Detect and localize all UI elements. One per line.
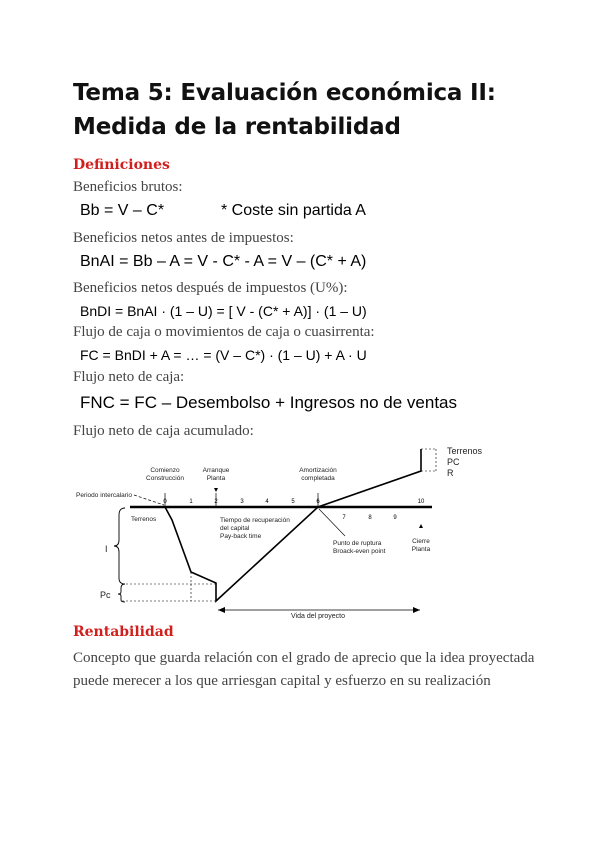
bb-label: Beneficios brutos: <box>73 179 183 195</box>
tick-labels <box>163 499 425 521</box>
bnai-equation: BnAI = Bb – A = V - C* - A = V – (C* + A) <box>80 253 367 270</box>
section-heading-rentabilidad: Rentabilidad <box>73 624 174 640</box>
i-brace <box>114 508 125 584</box>
bndi-equation: BnDI = BnAI · (1 – U) = [ V - (C* + A)] · (1 – U) <box>80 303 367 319</box>
tick-8: 8 <box>368 515 372 521</box>
arranque-label-2: Planta <box>206 475 226 482</box>
i-label: I <box>105 544 108 554</box>
terrenos-left-label: Terrenos <box>131 516 157 523</box>
bb-equation: Bb = V – C* <box>80 202 165 219</box>
tick-3: 3 <box>240 499 244 505</box>
cierre-label-2: Planta <box>411 546 431 553</box>
rentabilidad-paragraph: Concepto que guarda relación con el grado de aprecio que la idea proyectada puede merecer a los que arriesgan capital y esfuerzo en su realización <box>73 650 535 689</box>
periodo-intercalario-label: Periodo intercalario <box>76 492 133 499</box>
fc-label: Flujo de caja o movimientos de caja o cuasirrenta: <box>73 324 375 340</box>
fnc-label: Flujo neto de caja: <box>73 369 185 385</box>
ruptura-pointer <box>319 509 345 536</box>
title-line-1: Tema 5: Evaluación económica II: <box>73 80 496 106</box>
recuperacion-label-3: Pay-back time <box>220 533 262 540</box>
vida-arrow-left <box>218 607 225 613</box>
tick-1: 1 <box>189 499 193 505</box>
fnc-equation: FNC = FC – Desembolso + Ingresos no de ventas <box>80 393 458 412</box>
right-terrenos-label: Terrenos <box>447 446 483 456</box>
recuperacion-label-1: Tiempo de recuperación <box>220 517 290 524</box>
vida-label: Vida del proyecto <box>291 613 345 620</box>
cierre-label-1: Cierre <box>412 538 430 545</box>
amortizacion-label-1: Amortización <box>299 467 337 474</box>
comienzo-label-2: Construcción <box>146 475 184 482</box>
section-heading-definiciones: Definiciones <box>73 157 170 173</box>
bndi-label: Beneficios netos después de impuestos (U%): <box>73 280 348 296</box>
vida-arrow-right <box>413 607 420 613</box>
tick-5: 5 <box>291 499 295 505</box>
tick-9: 9 <box>393 515 397 521</box>
title-line-2: Medida de la rentabilidad <box>73 114 401 140</box>
pc-label: Pc <box>100 590 111 600</box>
fnca-label: Flujo neto de caja acumulado: <box>73 423 254 439</box>
fc-equation: FC = BnDI + A = … = (V – C*) · (1 – U) + A · U <box>80 347 367 363</box>
cash-flow-diagram <box>0 440 602 620</box>
right-pc-label: PC <box>447 457 460 467</box>
periodo-intercalario-dash <box>134 495 164 505</box>
ruptura-label-2: Broack-even point <box>333 548 386 555</box>
tick-10: 10 <box>417 499 425 505</box>
arranque-label-1: Arranque <box>202 467 230 474</box>
bnai-label: Beneficios netos antes de impuestos: <box>73 230 294 246</box>
arranque-arrow <box>214 488 218 492</box>
bb-note: * Coste sin partida A <box>221 202 366 219</box>
ruptura-label-1: Punto de ruptura <box>333 540 382 547</box>
pc-brace <box>118 584 125 602</box>
tick-7: 7 <box>342 515 346 521</box>
tick-4: 4 <box>265 499 269 505</box>
comienzo-label-1: Comienzo <box>150 467 180 474</box>
tick-6: 6 <box>316 499 320 505</box>
page-title <box>73 76 496 144</box>
right-r-label: R <box>447 468 454 478</box>
amortizacion-label-2: completada <box>301 475 335 482</box>
cierre-arrow <box>419 524 423 528</box>
tick-0: 0 <box>163 499 167 505</box>
recuperacion-label-2: del capital <box>220 525 250 532</box>
tick-2: 2 <box>214 499 218 505</box>
